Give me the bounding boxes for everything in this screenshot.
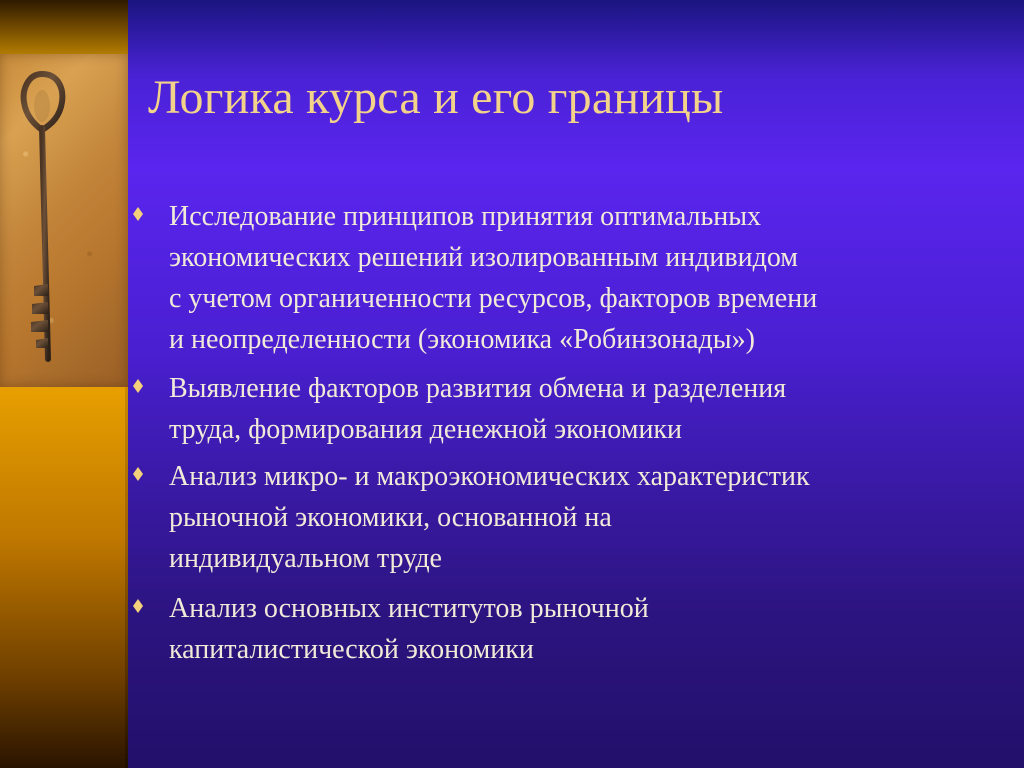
old-key-image xyxy=(0,54,128,387)
diamond-bullet-icon xyxy=(133,207,143,221)
bullet-4-line-2: капиталистической экономики xyxy=(169,634,534,665)
bullet-1-line-2: экономических решений изолированным индивидом xyxy=(169,242,799,273)
bullet-1-line-3: с учетом органиченности ресурсов, факторов времени xyxy=(169,283,818,314)
bullet-3-line-3: индивидуальном труде xyxy=(169,543,442,574)
diamond-bullet-icon xyxy=(133,467,143,481)
bullet-3-line-1: Анализ микро- и макроэкономических характеристик xyxy=(169,461,810,492)
slide-title: Логика курса и его границы xyxy=(148,71,724,124)
bullet-1-line-1: Исследование принципов принятия оптимальных xyxy=(169,201,762,232)
bullet-list xyxy=(133,196,993,678)
bullet-item-2 xyxy=(133,368,993,450)
diamond-bullet-icon xyxy=(133,599,143,613)
bullet-2-line-1: Выявление факторов развития обмена и разделения xyxy=(169,373,787,404)
bullet-2-line-2: труда, формирования денежной экономики xyxy=(169,414,683,445)
bullet-4-line-1: Анализ основных институтов рыночной xyxy=(169,593,649,624)
bullet-item-1 xyxy=(133,196,993,360)
bullet-3-line-2: рыночной экономики, основанной на xyxy=(169,502,612,533)
bullet-item-3 xyxy=(133,456,993,579)
diamond-bullet-icon xyxy=(133,379,143,393)
bullet-1-line-4: и неопределенности (экономика «Робинзонады») xyxy=(169,324,755,355)
bullet-item-4 xyxy=(133,588,993,670)
